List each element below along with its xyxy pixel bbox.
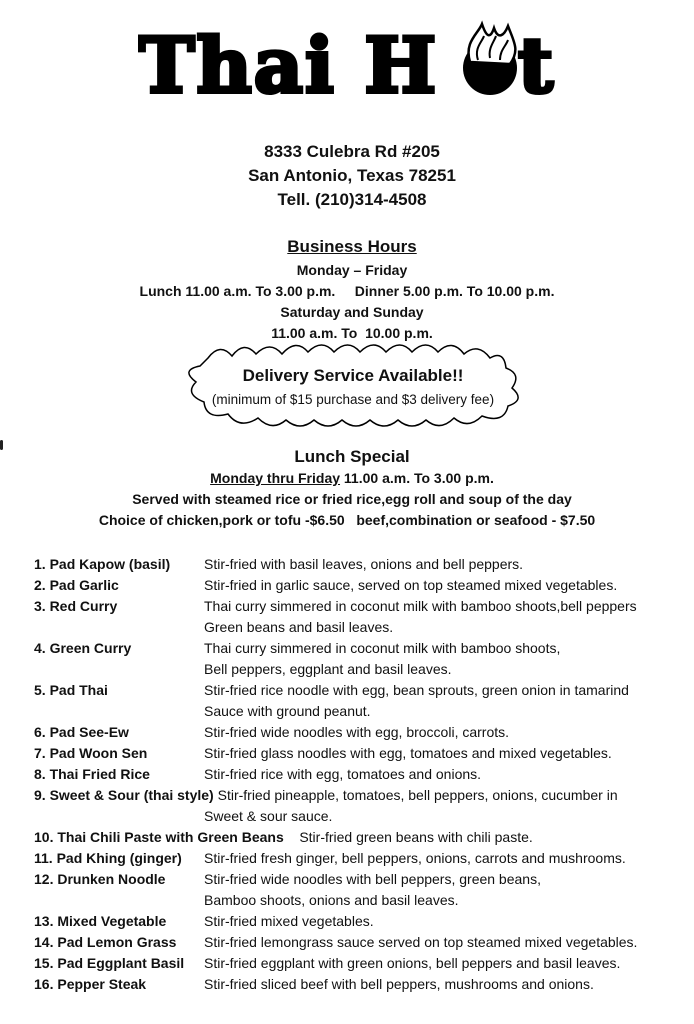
- menu-item-description: Stir-fried rice noodle with egg, bean sprouts, green onion in tamarind: [204, 682, 629, 698]
- business-hours: [0, 236, 694, 344]
- lunch-time: 11.00 a.m. To 3.00 p.m.: [340, 470, 494, 486]
- menu-item-description-continued: Bell peppers, eggplant and basil leaves.: [204, 661, 452, 677]
- menu-item-name: 10. Thai Chili Paste with Green Beans: [34, 829, 284, 845]
- menu-item-description: Thai curry simmered in coconut milk with bamboo shoots,bell peppers: [204, 598, 637, 614]
- menu-item: [34, 848, 684, 869]
- menu-item-description: Stir-fried pineapple, tomatoes, bell peppers, onions, cucumber in: [217, 787, 618, 803]
- menu-item-name: 1. Pad Kapow (basil): [34, 556, 171, 572]
- weekend-times: 11.00 a.m. To 10.00 p.m.: [271, 325, 433, 341]
- thai-hot-logo: [138, 20, 578, 110]
- menu-item: [34, 869, 684, 911]
- menu-item-name: 15. Pad Eggplant Basil: [34, 955, 185, 971]
- menu-item-description: Stir-fried with basil leaves, onions and bell peppers.: [204, 556, 524, 572]
- address-block: [0, 140, 694, 212]
- menu-item-description: Stir-fried lemongrass sauce served on top steamed mixed vegetables.: [204, 934, 638, 950]
- menu-item: [34, 953, 684, 974]
- lunch-special: [0, 446, 694, 531]
- menu-item-name: 16. Pepper Steak: [34, 976, 147, 992]
- menu-item-name: 3. Red Curry: [34, 598, 118, 614]
- menu-item-description: Thai curry simmered in coconut milk with bamboo shoots,: [204, 640, 561, 656]
- menu-item: [34, 638, 684, 680]
- menu-item-name: 2. Pad Garlic: [34, 577, 119, 593]
- street-address: 8333 Culebra Rd #205: [264, 142, 440, 161]
- menu-item: [34, 911, 684, 932]
- logo-text: Thai H: [138, 21, 439, 110]
- lunch-special-title: Lunch Special: [294, 447, 410, 466]
- flame-icon: [463, 24, 517, 95]
- menu-item-description: Stir-fried in garlic sauce, served on top steamed mixed vegetables.: [204, 577, 618, 593]
- menu-item: [34, 764, 684, 785]
- lunch-days: Monday thru Friday: [210, 470, 341, 486]
- menu-item-description: Stir-fried glass noodles with egg, tomatoes and mixed vegetables.: [204, 745, 612, 761]
- menu-item-description: Stir-fried wide noodles with egg, broccoli, carrots.: [204, 724, 510, 740]
- menu-item-description-continued: Green beans and basil leaves.: [204, 619, 394, 635]
- menu-item: [34, 575, 684, 596]
- weekend-label: Saturday and Sunday: [280, 304, 424, 320]
- phone-number: Tell. (210)314-4508: [277, 190, 427, 209]
- menu-item-name: 7. Pad Woon Sen: [34, 745, 148, 761]
- menu-item-description-continued: Bamboo shoots, onions and basil leaves.: [204, 892, 459, 908]
- lunch-special-schedule: [0, 468, 694, 489]
- menu-item: [34, 932, 684, 953]
- menu-item-name: 11. Pad Khing (ginger): [34, 850, 182, 866]
- menu-item-description: Stir-fried mixed vegetables.: [204, 913, 374, 929]
- lunch-served-with: Served with steamed rice or fried rice,egg roll and soup of the day: [132, 491, 572, 507]
- menu-item-description: Stir-fried wide noodles with bell peppers, green beans,: [204, 871, 541, 887]
- menu-item-name: 6. Pad See-Ew: [34, 724, 129, 740]
- menu-item-description-continued: Sweet & sour sauce.: [204, 808, 333, 824]
- menu-item-description: Stir-fried sliced beef with bell peppers, mushrooms and onions.: [204, 976, 594, 992]
- menu-item: [34, 785, 684, 827]
- menu-item: [34, 827, 684, 848]
- scan-mark: [0, 440, 3, 450]
- menu-item: [34, 974, 684, 995]
- delivery-title: Delivery Service Available!!: [242, 366, 464, 385]
- weekday-label: Monday – Friday: [296, 262, 408, 278]
- menu-item-description-continued: Sauce with ground peanut.: [204, 703, 371, 719]
- weekday-times: Lunch 11.00 a.m. To 3.00 p.m. Dinner 5.00 p.m. To 10.00 p.m.: [139, 283, 555, 299]
- menu-item-name: 4. Green Curry: [34, 640, 132, 656]
- menu-item: [34, 743, 684, 764]
- menu-item-name: 14. Pad Lemon Grass: [34, 934, 177, 950]
- lunch-prices: Choice of chicken,pork or tofu -$6.50 beef,combination or seafood - $7.50: [98, 512, 596, 528]
- menu-item: [34, 596, 684, 638]
- menu-item-name: 13. Mixed Vegetable: [34, 913, 167, 929]
- menu-item: [34, 722, 684, 743]
- menu-item-name: 12. Drunken Noodle: [34, 871, 166, 887]
- menu-item-description: Stir-fried rice with egg, tomatoes and onions.: [204, 766, 482, 782]
- menu-list: [34, 554, 684, 995]
- city-address: San Antonio, Texas 78251: [248, 166, 456, 185]
- menu-item-description: Stir-fried green beans with chili paste.: [299, 829, 533, 845]
- menu-item-name: 9. Sweet & Sour (thai style): [34, 787, 214, 803]
- svg-text:t: t: [518, 21, 554, 110]
- hours-title: Business Hours: [287, 237, 417, 256]
- menu-item-description: Stir-fried fresh ginger, bell peppers, onions, carrots and mushrooms.: [204, 850, 626, 866]
- menu-item: [34, 680, 684, 722]
- menu-item-name: 8. Thai Fried Rice: [34, 766, 150, 782]
- menu-item-description: Stir-fried eggplant with green onions, bell peppers and basil leaves.: [204, 955, 621, 971]
- delivery-note: (minimum of $15 purchase and $3 delivery fee): [211, 392, 495, 407]
- menu-item: [34, 554, 684, 575]
- menu-item-name: 5. Pad Thai: [34, 682, 108, 698]
